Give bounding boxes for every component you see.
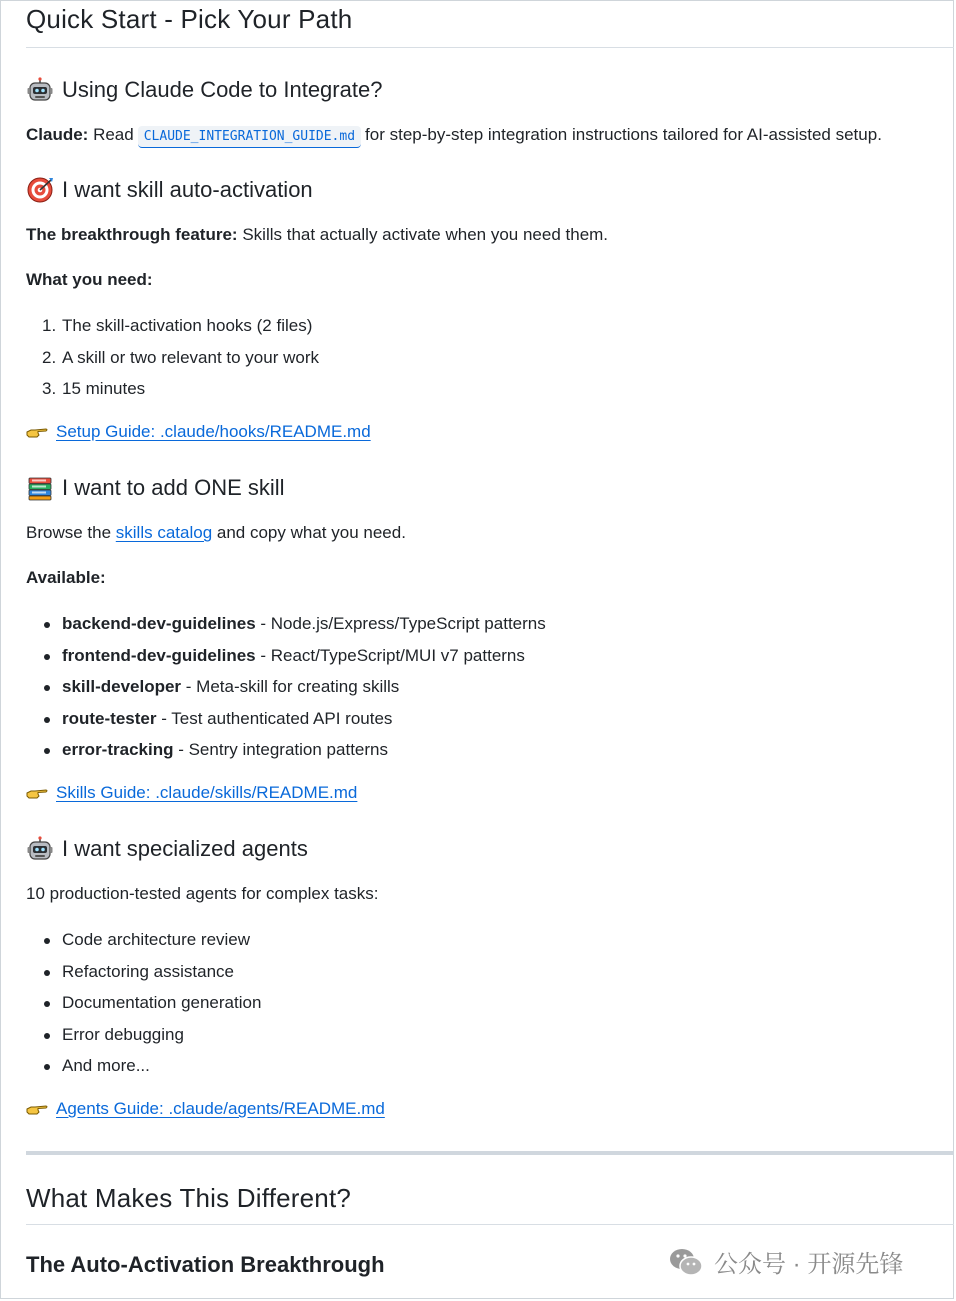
agents-list <box>42 924 261 1082</box>
agents-intro: 10 production-tested agents for complex tasks: <box>26 884 379 903</box>
title-divider <box>26 1224 954 1225</box>
feature-paragraph <box>26 225 608 245</box>
list-item <box>42 671 546 703</box>
section-heading-agents <box>26 835 308 863</box>
subheading-text: The Auto-Activation Breakthrough <box>26 1252 385 1277</box>
skill-name: route-tester <box>62 708 157 728</box>
watermark-text: 公众号 · 开源先锋 <box>714 1251 904 1278</box>
page-title: Quick Start - Pick Your Path <box>26 4 353 34</box>
list-item <box>42 640 546 672</box>
list-item: Code architecture review <box>42 924 261 956</box>
skill-name: skill-developer <box>62 677 182 696</box>
skill-name: error-tracking <box>62 740 174 759</box>
browse-paragraph <box>26 523 406 543</box>
skills-guide-link[interactable]: Skills Guide: .claude/skills/README.md <box>56 783 358 802</box>
agents-guide-row <box>26 1099 385 1119</box>
setup-guide-row <box>26 422 371 442</box>
list-number: 1. <box>42 316 57 335</box>
skill-name: backend-dev-guidelines <box>62 614 256 633</box>
section-heading-text: I want specialized agents <box>62 836 308 861</box>
skill-name: frontend-dev-guidelines <box>62 645 256 665</box>
skill-description: - Meta-skill for creating skills <box>181 677 400 696</box>
pointing-hand-icon <box>26 785 48 801</box>
watermark <box>668 1244 903 1279</box>
section-heading-text: I want skill auto-activation <box>62 177 313 202</box>
list-item: Refactoring assistance <box>42 956 261 988</box>
setup-guide-link[interactable]: Setup Guide: .claude/hooks/README.md <box>56 422 371 441</box>
section-heading-text: Using Claude Code to Integrate? <box>62 77 383 102</box>
list-number: 2. <box>42 347 57 367</box>
available-label <box>26 568 106 588</box>
section-title-different: What Makes This Different? <box>26 1183 352 1213</box>
section-heading-auto-activation <box>26 176 313 204</box>
list-item <box>42 373 319 405</box>
list-item <box>42 608 546 640</box>
need-label <box>26 270 153 290</box>
subheading-auto-activation <box>26 1252 385 1278</box>
skill-description: - Sentry integration patterns <box>173 740 388 759</box>
integrate-description: for step-by-step integration instructions tailored for AI-assisted setup. <box>365 125 882 144</box>
need-label-text: What you need: <box>26 270 153 289</box>
agents-guide-link[interactable]: Agents Guide: .claude/agents/README.md <box>56 1099 385 1118</box>
section-divider <box>26 1151 954 1155</box>
pointing-hand-icon <box>26 1101 48 1117</box>
list-item: Error debugging <box>42 1019 261 1051</box>
skill-description: - React/TypeScript/MUI v7 patterns <box>255 645 525 665</box>
skill-description: - Test authenticated API routes <box>156 708 393 728</box>
title-divider <box>26 47 954 48</box>
pointing-hand-icon <box>26 424 48 440</box>
list-item <box>42 734 546 766</box>
robot-icon <box>26 835 54 863</box>
claude-label: Claude: <box>26 125 89 144</box>
list-item-text: 15 minutes <box>62 379 146 398</box>
feature-text: Skills that actually activate when you need them. <box>242 225 609 244</box>
list-item-text: A skill or two relevant to your work <box>62 347 319 367</box>
integrate-paragraph <box>26 125 882 145</box>
skills-list <box>42 608 546 766</box>
feature-label: The breakthrough feature: <box>26 225 238 244</box>
robot-icon <box>26 76 54 104</box>
list-item <box>42 703 546 735</box>
section-heading-one-skill <box>26 474 285 502</box>
wechat-icon <box>668 1246 704 1278</box>
needs-list <box>42 310 319 405</box>
list-item: Documentation generation <box>42 987 261 1019</box>
read-text: Read <box>93 125 134 144</box>
skills-catalog-link[interactable]: skills catalog <box>115 523 213 542</box>
books-icon <box>26 474 54 502</box>
skill-description: - Node.js/Express/TypeScript patterns <box>255 614 546 633</box>
list-item <box>42 310 319 342</box>
list-item <box>42 342 319 374</box>
skills-guide-row <box>26 783 357 803</box>
browse-text: and copy what you need. <box>216 523 406 542</box>
integration-guide-code-link[interactable]: CLAUDE_INTEGRATION_GUIDE.md <box>138 126 361 148</box>
list-item: And more... <box>42 1050 261 1082</box>
available-label-text: Available: <box>26 568 106 587</box>
section-heading-integrate <box>26 76 382 104</box>
list-item-text: The skill-activation hooks (2 files) <box>62 316 313 335</box>
list-number: 3. <box>42 379 57 398</box>
browse-text: Browse the <box>26 523 112 542</box>
section-heading-text: I want to add ONE skill <box>62 475 285 500</box>
target-icon <box>26 176 54 204</box>
